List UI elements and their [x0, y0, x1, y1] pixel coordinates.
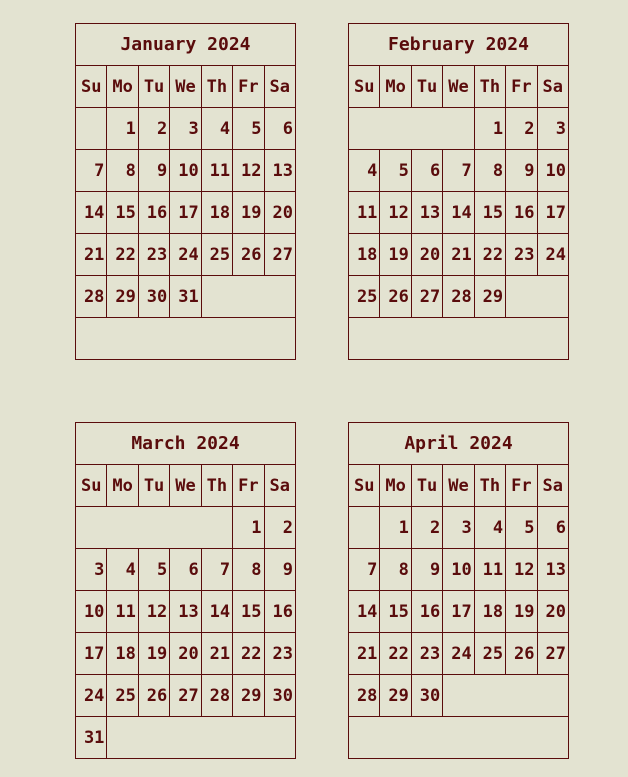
weekday-header: Su [76, 465, 107, 507]
day-cell: 30 [411, 675, 442, 717]
day-cell: 1 [474, 108, 505, 150]
day-cell: 1 [107, 108, 138, 150]
weekday-header: Mo [107, 465, 138, 507]
day-cell: 19 [380, 234, 411, 276]
day-cell: 3 [537, 108, 568, 150]
day-cell: 27 [537, 633, 568, 675]
month-title: April 2024 [349, 423, 569, 465]
empty-cell [349, 717, 569, 759]
day-cell: 25 [474, 633, 505, 675]
day-cell: 6 [264, 108, 295, 150]
day-cell: 29 [233, 675, 264, 717]
day-cell: 23 [506, 234, 537, 276]
day-cell: 5 [138, 549, 169, 591]
weekday-header: Su [349, 465, 380, 507]
week-row [76, 108, 296, 150]
week-row [349, 150, 569, 192]
day-cell: 29 [474, 276, 505, 318]
day-cell: 2 [506, 108, 537, 150]
week-row [349, 234, 569, 276]
week-row [349, 717, 569, 759]
week-row [76, 675, 296, 717]
weekday-header: Sa [537, 465, 568, 507]
day-cell: 13 [264, 150, 295, 192]
day-cell: 15 [107, 192, 138, 234]
day-cell: 2 [264, 507, 295, 549]
day-cell: 18 [474, 591, 505, 633]
day-cell: 28 [76, 276, 107, 318]
day-cell: 23 [411, 633, 442, 675]
weekday-header: Tu [138, 465, 169, 507]
day-cell: 24 [443, 633, 474, 675]
day-cell: 24 [76, 675, 107, 717]
day-cell: 12 [506, 549, 537, 591]
day-cell: 24 [170, 234, 201, 276]
day-cell: 19 [506, 591, 537, 633]
week-row [76, 633, 296, 675]
day-cell: 10 [537, 150, 568, 192]
day-cell: 14 [76, 192, 107, 234]
day-cell: 17 [170, 192, 201, 234]
weekday-header: Mo [380, 66, 411, 108]
weekday-header: Sa [264, 465, 295, 507]
month-table [348, 23, 569, 360]
day-cell: 12 [380, 192, 411, 234]
month-title: January 2024 [76, 24, 296, 66]
day-cell: 15 [233, 591, 264, 633]
day-cell: 17 [76, 633, 107, 675]
calendar-january [75, 23, 296, 360]
day-cell: 7 [349, 549, 380, 591]
day-cell: 30 [264, 675, 295, 717]
weekday-header: We [443, 66, 474, 108]
day-cell: 21 [443, 234, 474, 276]
day-cell: 27 [264, 234, 295, 276]
day-cell: 29 [380, 675, 411, 717]
day-cell: 6 [170, 549, 201, 591]
day-cell: 16 [411, 591, 442, 633]
month-table [348, 422, 569, 759]
day-cell: 20 [411, 234, 442, 276]
day-cell: 11 [107, 591, 138, 633]
weekday-header: Th [201, 66, 232, 108]
day-cell: 8 [233, 549, 264, 591]
week-row [349, 675, 569, 717]
day-cell: 9 [411, 549, 442, 591]
week-row [349, 633, 569, 675]
weekday-header: We [170, 66, 201, 108]
week-row [349, 318, 569, 360]
weekday-header: Th [201, 465, 232, 507]
month-title: February 2024 [349, 24, 569, 66]
empty-cell [349, 108, 475, 150]
day-cell: 12 [138, 591, 169, 633]
day-cell: 1 [233, 507, 264, 549]
day-cell: 18 [107, 633, 138, 675]
day-cell: 4 [349, 150, 380, 192]
day-cell: 7 [201, 549, 232, 591]
day-cell: 7 [76, 150, 107, 192]
day-cell: 1 [380, 507, 411, 549]
empty-cell [201, 276, 295, 318]
day-cell: 28 [349, 675, 380, 717]
day-cell: 25 [349, 276, 380, 318]
week-row [349, 108, 569, 150]
day-cell: 17 [443, 591, 474, 633]
day-cell: 11 [474, 549, 505, 591]
day-cell: 16 [138, 192, 169, 234]
day-cell: 21 [201, 633, 232, 675]
weekday-header: Fr [506, 465, 537, 507]
day-cell: 22 [233, 633, 264, 675]
day-cell: 28 [443, 276, 474, 318]
week-row [76, 591, 296, 633]
weekday-header: Fr [233, 465, 264, 507]
week-row [76, 549, 296, 591]
day-cell: 7 [443, 150, 474, 192]
weekday-header: Tu [411, 66, 442, 108]
empty-cell [76, 507, 233, 549]
day-cell: 3 [76, 549, 107, 591]
day-cell: 14 [443, 192, 474, 234]
week-row [76, 717, 296, 759]
day-cell: 4 [201, 108, 232, 150]
day-cell: 31 [76, 717, 107, 759]
weekday-header: Tu [138, 66, 169, 108]
day-cell: 8 [380, 549, 411, 591]
day-cell: 3 [443, 507, 474, 549]
day-cell: 26 [233, 234, 264, 276]
empty-cell [107, 717, 296, 759]
day-cell: 18 [349, 234, 380, 276]
day-cell: 5 [380, 150, 411, 192]
day-cell: 2 [138, 108, 169, 150]
day-cell: 10 [170, 150, 201, 192]
day-cell: 5 [506, 507, 537, 549]
day-cell: 26 [506, 633, 537, 675]
day-cell: 14 [349, 591, 380, 633]
day-cell: 11 [201, 150, 232, 192]
month-table [75, 23, 296, 360]
week-row [76, 318, 296, 360]
day-cell: 8 [474, 150, 505, 192]
month-title: March 2024 [76, 423, 296, 465]
day-cell: 3 [170, 108, 201, 150]
empty-cell [349, 318, 569, 360]
weekday-header: Sa [264, 66, 295, 108]
day-cell: 8 [107, 150, 138, 192]
day-cell: 9 [138, 150, 169, 192]
weekday-header: We [170, 465, 201, 507]
day-cell: 16 [264, 591, 295, 633]
empty-cell [76, 318, 296, 360]
day-cell: 13 [170, 591, 201, 633]
day-cell: 26 [380, 276, 411, 318]
day-cell: 27 [411, 276, 442, 318]
day-cell: 20 [264, 192, 295, 234]
day-cell: 4 [107, 549, 138, 591]
day-cell: 25 [107, 675, 138, 717]
day-cell: 4 [474, 507, 505, 549]
day-cell: 22 [380, 633, 411, 675]
day-cell: 6 [411, 150, 442, 192]
day-cell: 27 [170, 675, 201, 717]
week-row [76, 150, 296, 192]
week-row [76, 507, 296, 549]
day-cell: 12 [233, 150, 264, 192]
day-cell: 26 [138, 675, 169, 717]
day-cell: 13 [411, 192, 442, 234]
calendar-april [348, 422, 569, 759]
day-cell: 17 [537, 192, 568, 234]
day-cell: 5 [233, 108, 264, 150]
day-cell: 22 [107, 234, 138, 276]
week-row [349, 276, 569, 318]
weekday-header: Th [474, 465, 505, 507]
day-cell: 9 [264, 549, 295, 591]
day-cell: 19 [233, 192, 264, 234]
day-cell: 18 [201, 192, 232, 234]
day-cell: 9 [506, 150, 537, 192]
day-cell: 30 [138, 276, 169, 318]
weekday-header: We [443, 465, 474, 507]
empty-cell [443, 675, 569, 717]
day-cell: 13 [537, 549, 568, 591]
weekday-header: Mo [107, 66, 138, 108]
weekday-header: Tu [411, 465, 442, 507]
day-cell: 21 [76, 234, 107, 276]
week-row [349, 192, 569, 234]
day-cell: 23 [264, 633, 295, 675]
empty-cell [76, 108, 107, 150]
day-cell: 16 [506, 192, 537, 234]
empty-cell [349, 507, 380, 549]
weekday-header: Sa [537, 66, 568, 108]
day-cell: 15 [380, 591, 411, 633]
month-table [75, 422, 296, 759]
day-cell: 14 [201, 591, 232, 633]
empty-cell [506, 276, 569, 318]
day-cell: 2 [411, 507, 442, 549]
day-cell: 10 [443, 549, 474, 591]
week-row [76, 234, 296, 276]
day-cell: 22 [474, 234, 505, 276]
weekday-header: Fr [233, 66, 264, 108]
day-cell: 29 [107, 276, 138, 318]
weekday-header: Fr [506, 66, 537, 108]
week-row [76, 276, 296, 318]
day-cell: 10 [76, 591, 107, 633]
calendar-february [348, 23, 569, 360]
week-row [349, 507, 569, 549]
week-row [349, 549, 569, 591]
weekday-header: Mo [380, 465, 411, 507]
day-cell: 28 [201, 675, 232, 717]
weekday-header: Th [474, 66, 505, 108]
weekday-header: Su [76, 66, 107, 108]
week-row [349, 591, 569, 633]
day-cell: 19 [138, 633, 169, 675]
day-cell: 31 [170, 276, 201, 318]
day-cell: 6 [537, 507, 568, 549]
calendar-march [75, 422, 296, 759]
day-cell: 20 [170, 633, 201, 675]
weekday-header: Su [349, 66, 380, 108]
day-cell: 25 [201, 234, 232, 276]
day-cell: 24 [537, 234, 568, 276]
day-cell: 15 [474, 192, 505, 234]
day-cell: 11 [349, 192, 380, 234]
day-cell: 20 [537, 591, 568, 633]
week-row [76, 192, 296, 234]
day-cell: 23 [138, 234, 169, 276]
day-cell: 21 [349, 633, 380, 675]
